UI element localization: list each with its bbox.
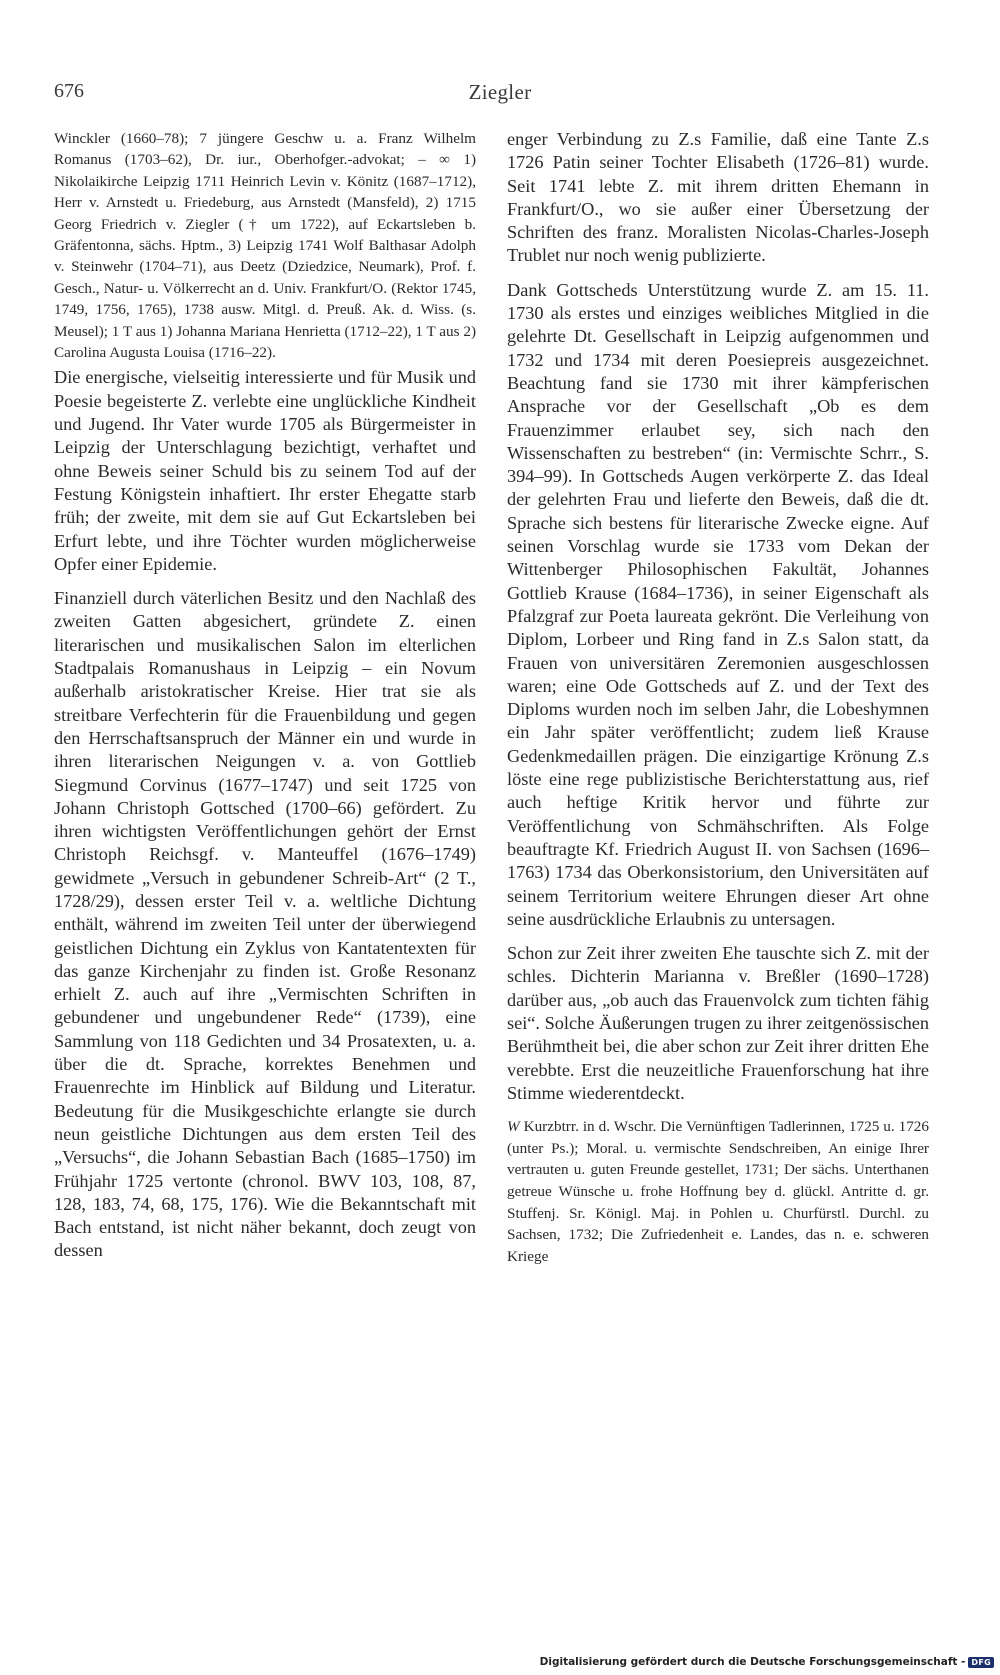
paragraph-coronation: Dank Gottscheds Unterstützung wurde Z. am 15. 11. 1730 als erstes und einziges weibliches Mitglied in die gelehrte Dt. Gesellschaft in Leipzig aufgenommen und 1732 und 1734 mit deren Poesiepreis ausgezeichnet. Beachtung fand sie 1730 mit ihrer kämpferischen Ansprache vor der Gesellschaft „Ob es dem Frauenzimmer erlaubet sey, sich nach den Wissenschaften zu bestreben“ (in: Vermischte Schrr., S. 394–99). In Gottscheds Augen verkörperte Z. das Ideal der gelehrten Frau und lieferte den Beweis, daß die dt. Sprache sich bestens für literarische Zwecke eigne. Auf seinen Vorschlag wurde sie 1733 vom Dekan der Wittenberger Philosophischen Fakultät, Johannes Gottlieb Krause (1684–1736), in seiner Eigenschaft als Pfalzgraf zur Poeta laureata gekrönt. Die Verleihung von Diplom, Lorbeer und Ring fand in Z.s Salon statt, da Frauen von universitären Zeremonien ausgeschlossen waren; eine Ode Gottscheds auf Z. und der Text des Diploms wurden noch im selben Jahr, die Lobeshymnen ein Jahr später veröffentlicht; zudem ließ Krause Gedenkmedaillen prägen. Die einzigartige Krönung Z.s löste eine rege publizistische Berichterstattung aus, rief auch heftige Kritik hervor und führte zur Veröffentlichung von Schmähschriften. Als Folge beauftragte Kf. Friedrich August II. von Sachsen (1696–1763) 1734 das Oberkonsistorium, den Universitäten auf seinem Territorium weitere Ehrungen dieser Art ohne seine ausdrückliche Erlaubnis zu untersagen. [507,279,929,929]
page-number: 676 [54,80,84,102]
paragraph-childhood: Die energische, vielseitig interessierte und für Musik und Poesie begeisterte Z. verlebte eine unglückliche Kindheit und Jugend. Ihr Vater wurde 1705 als Bürgermeister in Leipzig der Unterschlagung bezichtigt, verhaftet und ohne Beweis seiner Schuld bis zu seinem Tod auf der Festung Königstein inhaftiert. Ihr erster Ehegatte starb früh; der zweite, mit dem sie auf Gut Eckartsleben bei Erfurt lebte, und ihre Töchter wurden möglicherweise Opfer einer Epidemie. [54,367,476,574]
running-title: Ziegler [468,80,532,104]
right-column [507,128,929,1267]
works-text: Kurzbtrr. in d. Wschr. Die Vernünftigen Tadlerinnen, 1725 u. 1726 (unter Ps.); Moral. u. vermischte Sendschreiben, An einige Ihrer vertrauten u. guten Freunde gestellet, 1731; Der sächs. Unterthanen getreue Wünsche u. frohe Hoffnung bey d. glückl. Antritte d. gr. Stuffenj. Sr. Königl. Maj. in Pohlen u. Churfürstl. Durchl. zu Sachsen, 1732; Die Zufriedenheit e. Landes, das n. e. schweren Kriege [507,1118,929,1265]
paragraph-legacy: Schon zur Zeit ihrer zweiten Ehe tauschte sich Z. mit der schles. Dichterin Marianna v. Breßler (1690–1728) darüber aus, „ob auch das Frauenvolck zum tichten fähig sei“. Solche Äußerungen trugen zu ihrer zeitgenössischen Berühmtheit bei, die aber schon zur Zeit ihrer dritten Ehe verebbte. Erst die neuzeitliche Frauenforschung hat ihre Stimme wiederentdeckt. [507,943,929,1103]
works-list [507,1116,929,1267]
dfg-logo: DFG [968,1657,994,1668]
paragraph-salon: Finanziell durch väterlichen Besitz und den Nachlaß des zweiten Gatten abgesichert, gründete Z. einen literarischen und musikalischen Salon im elterlichen Stadtpalais Romanushaus in Leipzig – ein Novum außerhalb aristokratischer Kreise. Hier trat sie als streitbare Verfechterin für die Frauenbildung und gegen den Herrschaftsanspruch der Männer ein und wurde in ihren literarischen Neigungen v. a. von Gottlieb Siegmund Corvinus (1677–1747) und seit 1725 von Johann Christoph Gottsched (1700–66) gefördert. Zu ihren wichtigsten Veröffentlichungen gehört der Ernst Christoph Reichsgf. v. Manteuffel (1676–1749) gewidmete „Versuch in gebundener Schreib-Art“ (2 T., 1728/29), dessen erster Teil v. a. weltliche Dichtung enthält, während im zweiten Teil unter der überwiegend geistlichen Dichtung ein Zyklus von Kantatentexten für das ganze Kirchenjahr zu finden ist. Große Resonanz erhielt Z. auch auf ihre „Vermischten Schriften in gebundener und ungebundener Rede“ (1739), eine Sammlung von 118 Gedichten und 34 Prosatexten, u. a. über die dt. Sprache, korrektes Benehmen und Frauenrechte im Hinblick auf Bildung und Literatur. Bedeutung für die Musikgeschichte erlangte sie durch neun geistliche Dichtungen aus dem ersten Teil des „Versuchs“, die Johann Sebastian Bach (1685–1750) im Frühjahr 1725 vertonte (chronol. BWV 103, 108, 87, 128, 183, 74, 68, 175, 176). Wie die Bekanntschaft mit Bach entstand, ist nicht näher bekannt, doch zeugt von dessen [54,588,476,1261]
works-marker: W [507,1118,520,1136]
digitization-credit [540,1656,994,1668]
left-column [54,128,476,1274]
paragraph-continuation: enger Verbindung zu Z.s Familie, daß eine Tante Z.s 1726 Patin seiner Tochter Elisabeth (1726–81) wurde. Seit 1741 lebte Z. mit ihrem dritten Ehemann in Frankfurt/O., wo sie außer einer Übersetzung der Schriften des franz. Moralisten Nicolas-Charles-Joseph Trublet nur noch wenig publizierte. [507,129,929,266]
credit-text: Digitalisierung gefördert durch die Deutsche Forschungsgemeinschaft - [539,1656,966,1668]
genealogy-block: Winckler (1660–78); 7 jüngere Geschw u. a. Franz Wilhelm Romanus (1703–62), Dr. iur., Oberhofger.-advokat; – ∞ 1) Nikolaikirche Leipzig 1711 Heinrich Levin v. Könitz (1687–1712), Herr v. Arnstedt u. Friedeburg, aus Arnstedt (Mansfeld), 2) 1715 Georg Friedrich v. Ziegler († um 1722), auf Eckartsleben b. Gräfentonna, sächs. Hptm., 3) Leipzig 1741 Wolf Balthasar Adolph v. Steinwehr (1704–71), aus Deetz (Dziedzice, Neumark), Prof. f. Gesch., Natur- u. Völkerrecht an d. Univ. Frankfurt/O. (Rektor 1745, 1749, 1756, 1765), 1738 ausw. Mitgl. d. Preuß. Ak. d. Wiss. (s. Meusel); 1 T aus 1) Johanna Mariana Henrietta (1712–22), 1 T aus 2) Carolina Augusta Louisa (1716–22). [54,130,476,362]
